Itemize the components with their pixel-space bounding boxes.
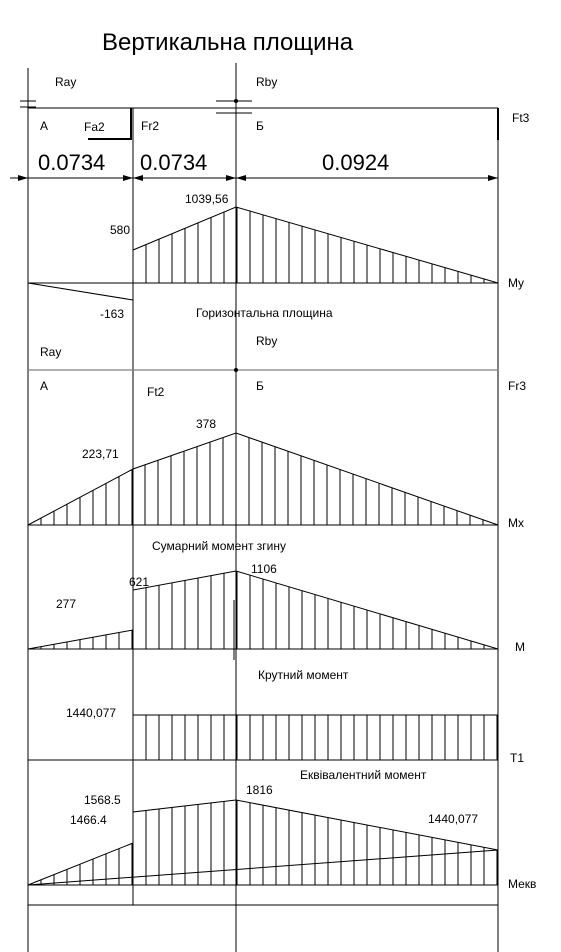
- support-a-label-horizontal: А: [40, 379, 49, 393]
- meq-value-1466: 1466.4: [70, 813, 107, 827]
- my-axis-label: My: [508, 276, 524, 290]
- m-axis-label: M: [515, 640, 525, 654]
- mx-value-223: 223,71: [82, 447, 119, 461]
- meq-axis-label: Мекв: [508, 877, 537, 891]
- torque-value: 1440,077: [66, 706, 117, 720]
- fr2-label: Fr2: [141, 119, 159, 133]
- support-b-label-horizontal: Б: [256, 379, 264, 393]
- ft2-label: Ft2: [147, 385, 165, 399]
- support-b-dot: [234, 368, 238, 372]
- fr3-label: Fr3: [508, 379, 526, 393]
- ray-label-vertical: Ray: [55, 75, 77, 89]
- equivalent-title: Еквівалентний момент: [300, 768, 427, 782]
- dim-segment-1: 0.0734: [38, 150, 106, 175]
- meq-value-1816: 1816: [246, 783, 273, 797]
- my-value-580: 580: [110, 223, 131, 237]
- dimension-line: [10, 175, 498, 181]
- my-negative-area: [28, 283, 133, 300]
- diagram-title: Вертикальна площина: [102, 29, 354, 56]
- meq-value-1568: 1568.5: [84, 793, 121, 807]
- horizontal-plane-title: Горизонтальна площина: [196, 306, 333, 320]
- torque-title: Крутний момент: [258, 668, 349, 682]
- t-hatching: [146, 715, 497, 760]
- dim-segment-3: 0.0924: [322, 150, 390, 175]
- m-value-621: 621: [129, 575, 150, 589]
- ft3-label: Ft3: [512, 111, 530, 125]
- rby-label-vertical: Rby: [256, 75, 278, 89]
- meq-value-1440: 1440,077: [428, 812, 479, 826]
- my-hatching: [146, 207, 497, 283]
- support-a-label-vertical: А: [40, 119, 49, 133]
- fa2-label: Fa2: [84, 120, 105, 134]
- support-b-label-vertical: Б: [256, 119, 264, 133]
- mx-axis-label: Mx: [508, 516, 524, 530]
- mx-peak-value: 378: [196, 417, 217, 431]
- m-value-1106: 1106: [251, 562, 277, 576]
- dim-segment-2: 0.0734: [140, 150, 208, 175]
- rby-label-horizontal: Rby: [256, 334, 278, 348]
- t-axis-label: T1: [510, 751, 525, 765]
- ray-label-horizontal: Ray: [40, 345, 62, 359]
- m-value-277: 277: [56, 597, 77, 611]
- m-hatching: [41, 571, 497, 649]
- my-value-neg: -163: [100, 307, 125, 321]
- support-b-symbol: [216, 99, 252, 113]
- total-moment-title: Сумарний момент згину: [152, 539, 287, 553]
- my-peak-value: 1039,56: [185, 192, 229, 206]
